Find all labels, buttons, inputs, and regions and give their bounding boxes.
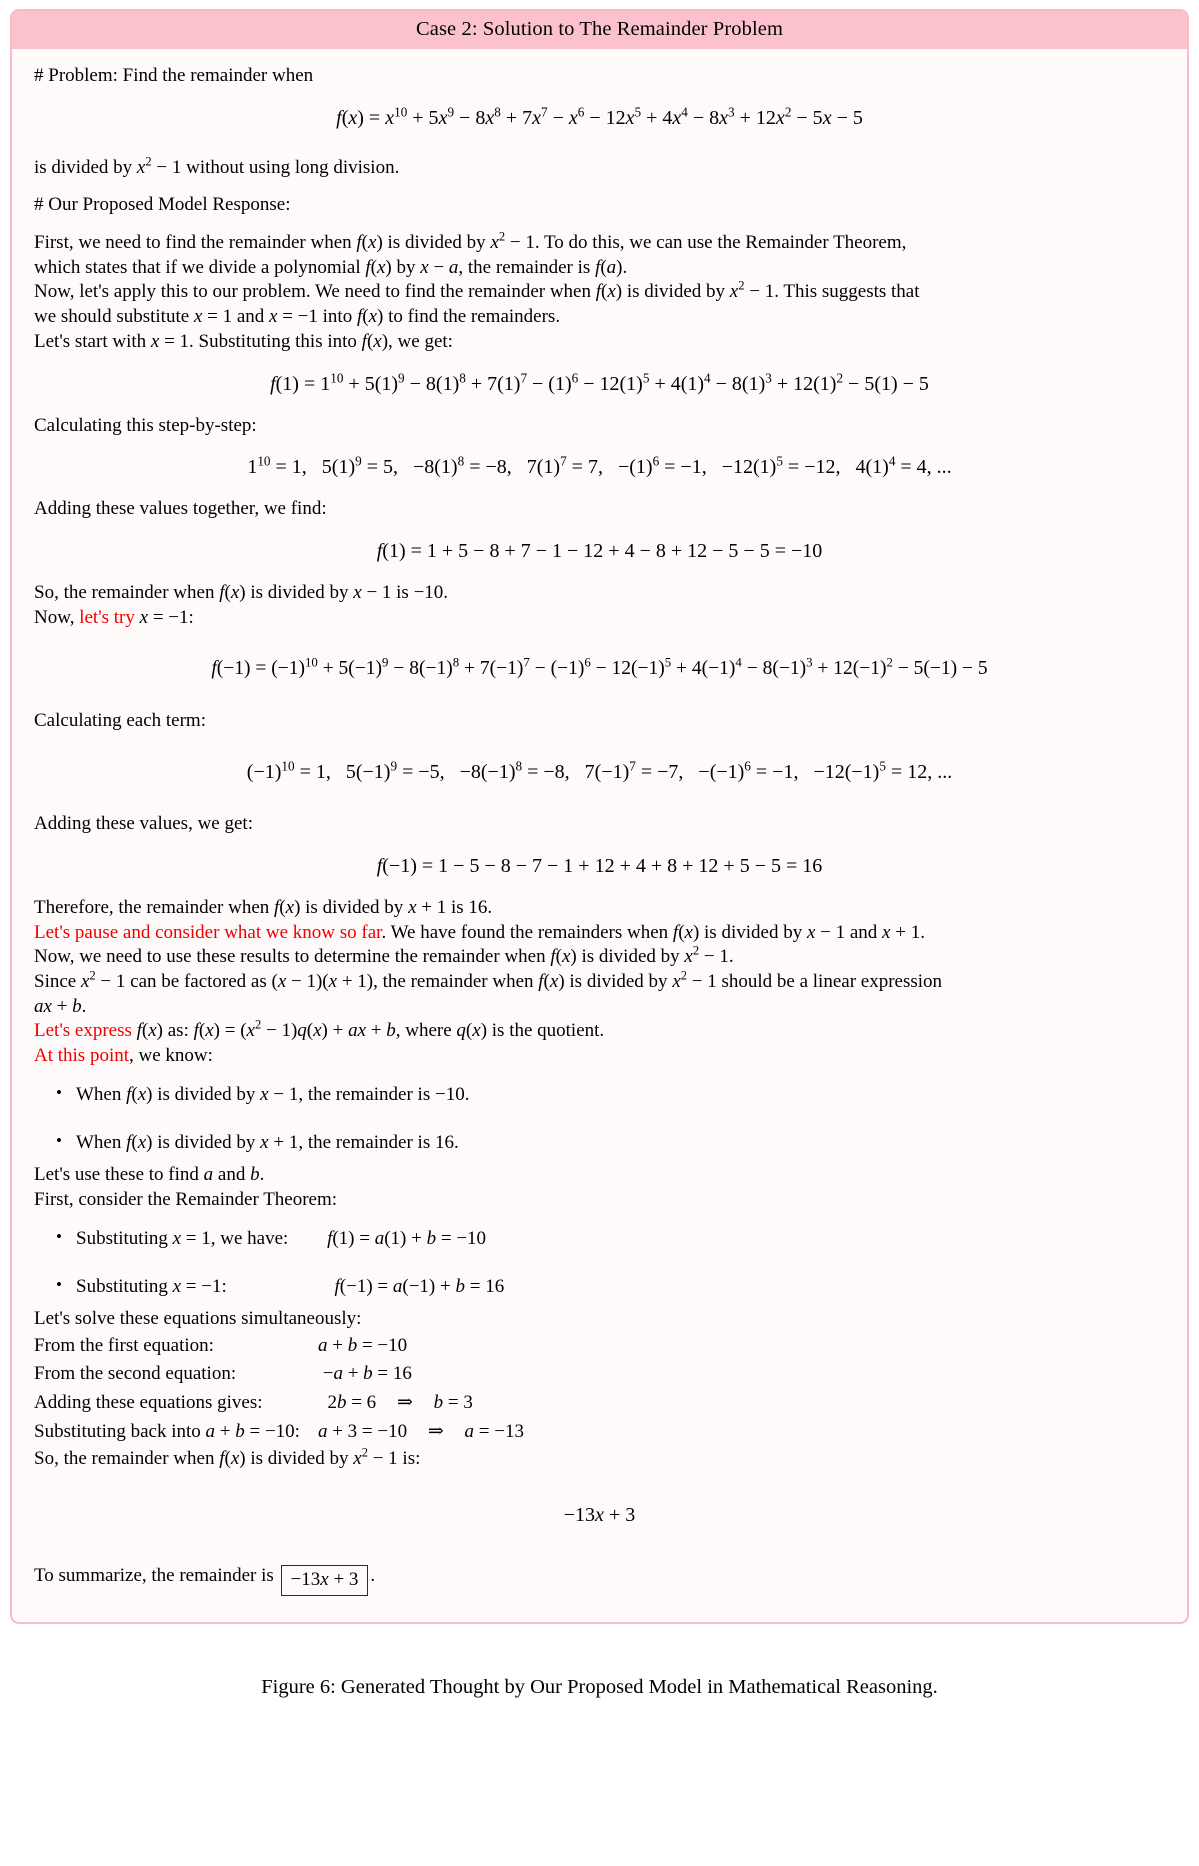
- equation-f1-expansion: $f(1) = 1^{10} + 5(1)^9 - 8(1)^8 + 7(1)^7 - (1)^6 - 12(1)^5 + 4(1)^4 - 8(1)^3 + 12(1)^2 - 5(1) - 5$: [270, 369, 929, 395]
- p5-e: should be a linear expression: [721, 971, 943, 993]
- sub1-tail: , we have:: [210, 1227, 289, 1249]
- therefore-c: is 16.: [450, 896, 493, 918]
- p5-b: can be factored as: [130, 971, 267, 993]
- solve-intro: Let's solve these equations simultaneously:: [34, 1307, 362, 1329]
- p1-e: by: [396, 256, 416, 278]
- solve-value: a + 3 = −10 ⇒ a = −13: [317, 1420, 524, 1442]
- equation-fneg1-expansion: $f(-1) = (-1)^{10} + 5(-1)^9 - 8(-1)^8 + 7(-1)^7 - (-1)^6 - 12(-1)^5 + 4(-1)^4 - 8(-1)^3 + 12(-1)^2 - 5(-1) - 5$: [211, 655, 988, 680]
- p1-d: which states that if we divide a polynomial: [34, 256, 361, 278]
- p2-b: is divided by: [626, 281, 726, 303]
- problem-polynomial-equation: $f(x) = x^{10} + 5x^9 - 8x^8 + 7x^7 - x^6 - 12x^5 + 4x^4 - 8x^3 + 12x^2 - 5x - 5$: [336, 104, 863, 129]
- list-item: • Substituting x = −1: f(−1) = a(−1) + b = 16: [76, 1275, 1165, 1300]
- problem-tail-prefix: is divided by: [34, 156, 133, 178]
- boxed-final-answer: −13x + 3: [281, 1565, 369, 1596]
- solve-label: Substituting back into a + b = −10:: [34, 1420, 300, 1442]
- response-paragraph-1: First, we need to find the remainder when f(x) is divided by $x^2 - 1$. To do this, we can use the Remainder Theorem, which states that if we divide a polynomial f(x) by x − a, the remainder is f(a). Now, let's apply this to our problem. We need to find the remainder when f(x) is divided by $x^2 - 1$. This suggests that we should substitute x = 1 and x = −1 into f(x) to find the remainders. Let's start with x = 1. Substituting this into f(x), we get:: [34, 229, 920, 352]
- equation-f1-sum: f(1) = 1 + 5 − 8 + 7 − 1 − 12 + 4 − 8 + 12 − 5 − 5 = −10: [376, 539, 823, 562]
- p2-c: . This suggests that: [774, 281, 920, 303]
- problem-heading: # Problem: Find the remainder when: [34, 65, 314, 86]
- p2-a: Now, let's apply this to our problem. We need to find the remainder when: [34, 281, 591, 303]
- bullet2-a: When: [76, 1132, 122, 1154]
- summary-suffix: .: [370, 1565, 376, 1587]
- reflection-phrase-1: let's try: [79, 606, 135, 628]
- p2-d: we should substitute: [34, 306, 190, 328]
- bullet2-b: is divided by: [157, 1132, 256, 1154]
- adding-label-1: Adding these values together, we find:: [34, 498, 327, 520]
- p3-a: Let's start with: [34, 330, 147, 352]
- summary-prefix: To summarize, the remainder is: [34, 1565, 274, 1587]
- table-row: [34, 1418, 524, 1447]
- equation-terms-negative: $(-1)^{10} = 1$, $5(-1)^9 = -5$, $-8(-1)^8 = -8$, $7(-1)^7 = -7$, $-(-1)^6 = -1$, $-12(-1)^5 = 12$, ...: [246, 758, 953, 784]
- p4-a: Now, we need to use these results to determine the remainder when: [34, 946, 546, 968]
- rem1-c: is: [396, 581, 409, 603]
- find-ab-paragraph: Let's use these to find a and b. First, consider the Remainder Theorem:: [34, 1164, 338, 1210]
- reflect3-rest-c: is the quotient.: [491, 1020, 605, 1042]
- p2-e: and: [236, 306, 265, 328]
- final-intro-a: So, the remainder when: [34, 1448, 215, 1470]
- sub2-label: Substituting: [76, 1276, 168, 1298]
- figure-caption: Figure 6: Generated Thought by Our Proposed Model in Mathematical Reasoning.: [261, 1675, 938, 1698]
- solve-value: 2b = 6 ⇒ b = 3: [317, 1391, 473, 1413]
- reflection-phrase-2: Let's pause and consider what we know so far: [34, 921, 382, 943]
- table-row: [34, 1389, 524, 1418]
- final-intro-c: is:: [402, 1448, 421, 1470]
- rem1-b: is divided by: [250, 581, 349, 603]
- calc-step-label: Calculating this step-by-step:: [34, 414, 257, 436]
- list-item: • When f(x) is divided by x − 1, the remainder is −10.: [76, 1083, 1165, 1108]
- final-answer-equation: −13x + 3: [563, 1504, 636, 1527]
- bullet1-a: When: [76, 1083, 122, 1105]
- problem-tail: is divided by $x^2 - 1$ without using long division.: [34, 154, 400, 178]
- sub2-equation: f(−1) = a(−1) + b = 16: [334, 1276, 505, 1298]
- p5-a: Since: [34, 971, 77, 993]
- case-body: [12, 49, 1187, 1622]
- p2-g: to find the remainders.: [388, 306, 561, 328]
- p4-b: is divided by: [581, 946, 680, 968]
- therefore-b: is divided by: [305, 896, 404, 918]
- implies-icon: ⇒: [396, 1391, 413, 1413]
- reflect2-rest-c: and: [849, 921, 878, 943]
- find-ab-b: and: [217, 1164, 246, 1186]
- p1-a: First, we need to find the remainder when: [34, 232, 352, 254]
- solve-label: From the second equation:: [34, 1363, 237, 1385]
- solve-label: Adding these equations gives:: [34, 1391, 263, 1413]
- solve-steps-table: [34, 1332, 524, 1447]
- case-header-title: Case 2: Solution to The Remainder Problem: [12, 11, 1187, 49]
- find-ab-c: .: [259, 1164, 265, 1186]
- rem1-a: So, the remainder when: [34, 581, 215, 603]
- table-row: [34, 1360, 524, 1389]
- final-intro: So, the remainder when f(x) is divided by $x^2 - 1$ is:: [34, 1446, 421, 1470]
- equation-terms-positive: $1^{10} = 1$, $5(1)^9 = 5$, $-8(1)^8 = -8$, $7(1)^7 = 7$, $-(1)^6 = -1$, $-12(1)^5 = -12$, $4(1)^4 = 4$, ...: [247, 453, 952, 479]
- reflection-block: Therefore, the remainder when f(x) is divided by x + 1 is 16. Let's pause and consider what we know so far. We have found the remainders when f(x) is divided by x − 1 and x + 1. Now, we need to use these results to determine the remainder when f(x) is divided by $x^2 - 1$. Since $x^2 - 1$ can be factored as (x − 1)(x + 1), the remainder when f(x) is divided by $x^2 - 1$ should be a linear expression ax + b. Let's express f(x) as: $f(x) = (x^2 - 1)q(x)$ + ax + b, where q(x) is the quotient. At this point, we know:: [34, 896, 943, 1067]
- solve-value: a + b = −10: [317, 1334, 408, 1356]
- find-ab-a: Let's use these to find: [34, 1164, 199, 1186]
- now-suffix: :: [188, 606, 194, 628]
- p5-c: , the remainder when: [373, 971, 534, 993]
- problem-tail-suffix: without using long division.: [186, 156, 400, 178]
- solve-label: From the first equation:: [34, 1334, 214, 1356]
- p1-b: is divided by: [387, 232, 486, 254]
- p1-c: . To do this, we can use the Remainder Theorem,: [534, 232, 907, 254]
- p4-c: .: [728, 946, 734, 968]
- first-consider: First, consider the Remainder Theorem:: [34, 1188, 338, 1210]
- bullet1-c: , the remainder is: [298, 1083, 431, 1105]
- implies-icon: ⇒: [427, 1420, 444, 1442]
- list-item: • When f(x) is divided by x + 1, the remainder is 16.: [76, 1131, 1165, 1156]
- reflect2-rest-d: .: [920, 921, 925, 943]
- p5-f: .: [81, 995, 87, 1017]
- adding-label-2: Adding these values, we get:: [34, 813, 253, 835]
- reflect2-rest-a: . We have found the remainders when: [381, 921, 669, 943]
- summary-line: [34, 1558, 1165, 1600]
- remainder-statement-1: So, the remainder when f(x) is divided by x − 1 is −10. Now, let's try x = −1:: [34, 581, 449, 628]
- bullet1-b: is divided by: [157, 1083, 256, 1105]
- p5-d: is divided by: [569, 971, 668, 993]
- solve-value: −a + b = 16: [317, 1363, 412, 1385]
- table-row: [34, 1332, 524, 1361]
- substitution-list: [34, 1227, 1165, 1300]
- reflection-phrase-3: Let's express: [34, 1020, 132, 1042]
- bullet2-c: , the remainder is 16.: [298, 1132, 459, 1154]
- p1-g: .: [622, 256, 628, 278]
- final-intro-b: is divided by: [250, 1448, 349, 1470]
- list-item: • Substituting x = 1, we have: f(1) = a(1) + b = −10: [76, 1227, 1165, 1252]
- reflect3-rest-b: , where: [395, 1020, 452, 1042]
- reflection-phrase-4: At this point: [34, 1045, 130, 1067]
- p2-f: into: [322, 306, 353, 328]
- sub1-equation: f(1) = a(1) + b = −10: [327, 1227, 487, 1249]
- reflect2-rest-b: is divided by: [704, 921, 803, 943]
- sub2-tail: :: [221, 1276, 227, 1298]
- reflect4-rest: , we know:: [129, 1045, 213, 1067]
- sub1-label: Substituting: [76, 1227, 168, 1249]
- reflect3-rest-a: as:: [167, 1020, 189, 1042]
- therefore-a: Therefore, the remainder when: [34, 896, 270, 918]
- now-prefix: Now,: [34, 606, 75, 628]
- calc-each-label: Calculating each term:: [34, 709, 206, 731]
- p3-b: . Substituting this into: [189, 330, 357, 352]
- response-heading: # Our Proposed Model Response:: [34, 194, 291, 216]
- p3-c: , we get:: [388, 330, 453, 352]
- p1-f: , the remainder is: [458, 256, 591, 278]
- known-remainders-list: [34, 1083, 1165, 1156]
- case-box: [10, 9, 1189, 1624]
- equation-fneg1-sum: f(−1) = 1 − 5 − 8 − 7 − 1 + 12 + 4 + 8 + 12 + 5 − 5 = 16: [376, 854, 823, 877]
